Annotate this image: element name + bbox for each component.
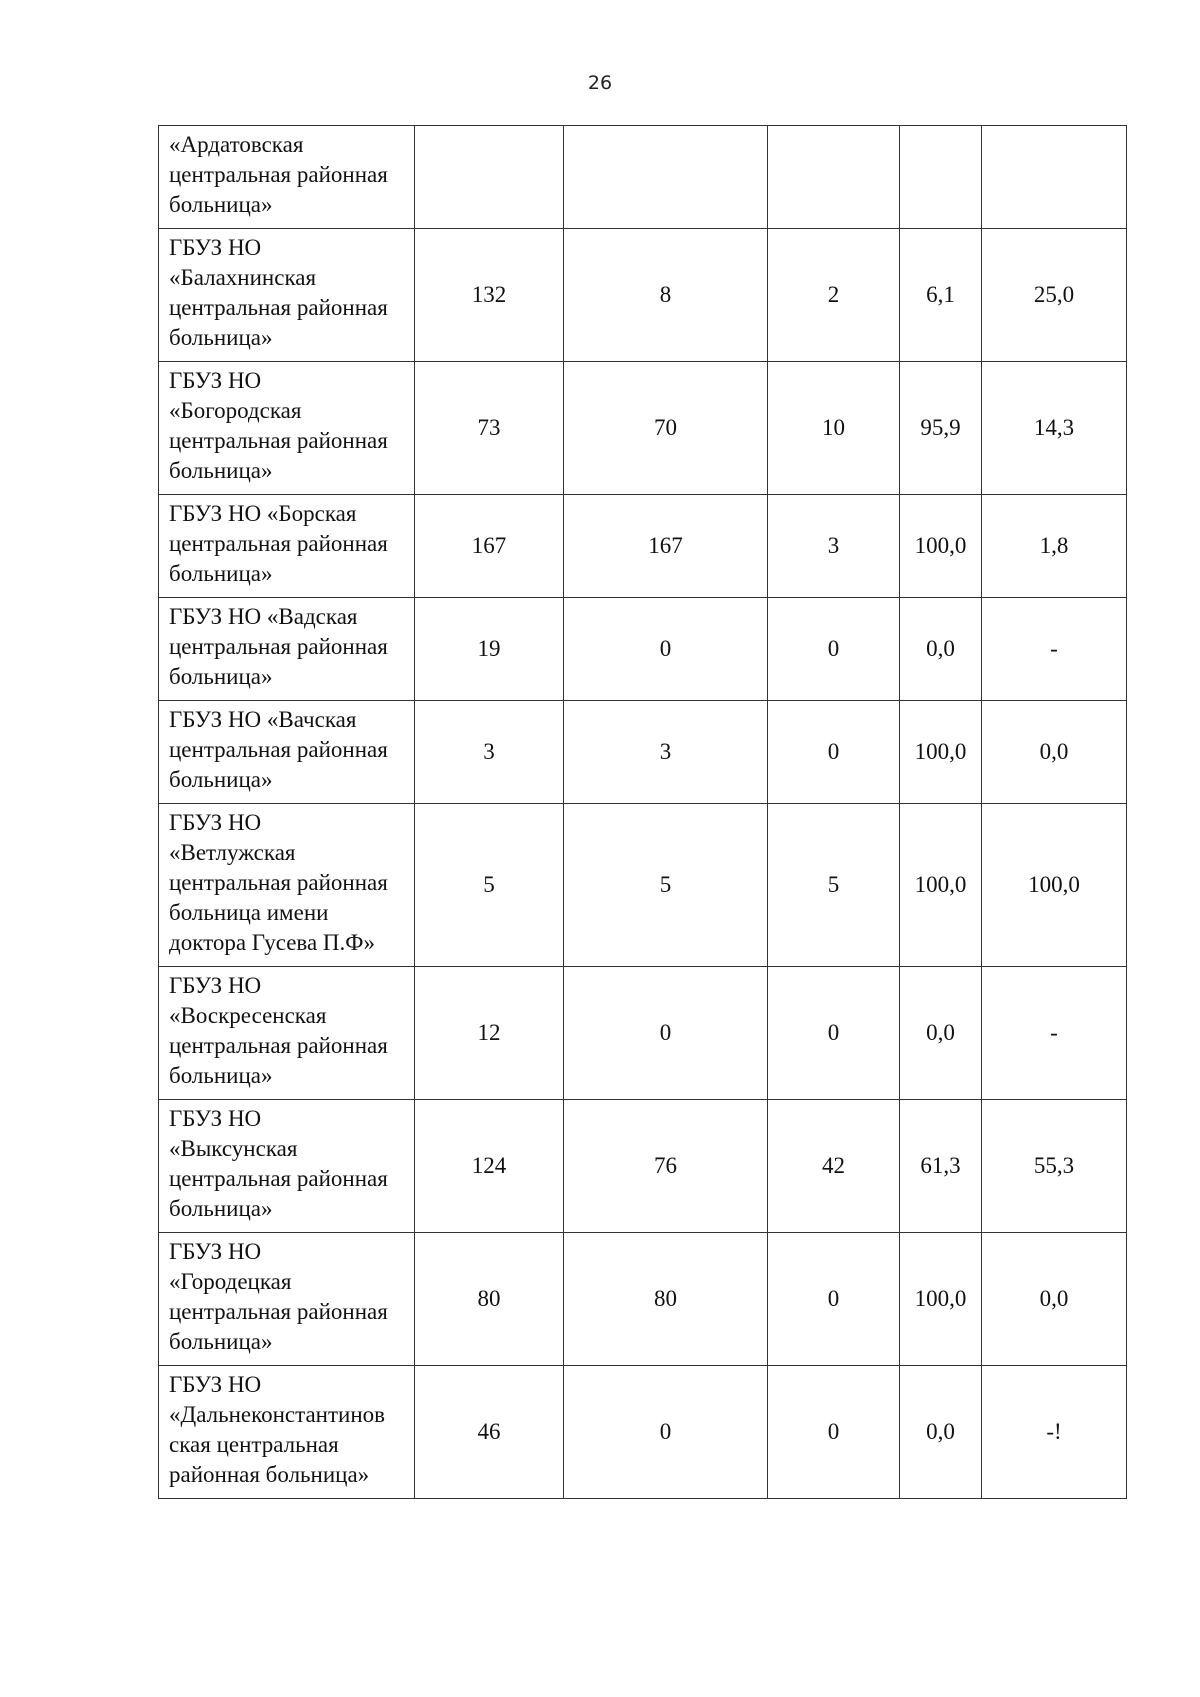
value-cell-col-4: 0 xyxy=(768,967,900,1100)
page-number: 26 xyxy=(587,72,613,94)
hospital-name-cell: ГБУЗ НО «Дальнеконстантинов ская центральная районная больница» xyxy=(159,1366,415,1499)
value-cell-col-4: 10 xyxy=(768,362,900,495)
value-cell-col-2: 46 xyxy=(415,1366,564,1499)
value-cell-col-6: 25,0 xyxy=(982,229,1127,362)
value-cell-col-2: 3 xyxy=(415,701,564,804)
table-row xyxy=(159,1100,1127,1233)
value-cell-col-5: 6,1 xyxy=(900,229,982,362)
value-cell-col-2: 12 xyxy=(415,967,564,1100)
value-cell-col-3: 0 xyxy=(564,1366,768,1499)
value-cell-col-4: 0 xyxy=(768,1233,900,1366)
value-cell-col-2: 124 xyxy=(415,1100,564,1233)
hospital-name-cell: ГБУЗ НО «Ветлужская центральная районная больница имени доктора Гусева П.Ф» xyxy=(159,804,415,967)
table-row xyxy=(159,229,1127,362)
table-row xyxy=(159,804,1127,967)
table-row xyxy=(159,126,1127,229)
value-cell-col-3: 8 xyxy=(564,229,768,362)
hospital-name-cell: ГБУЗ НО «Вачская центральная районная больница» xyxy=(159,701,415,804)
hospital-name-cell: ГБУЗ НО «Воскресенская центральная районная больница» xyxy=(159,967,415,1100)
hospital-name-cell: ГБУЗ НО «Городецкая центральная районная больница» xyxy=(159,1233,415,1366)
value-cell-col-4: 3 xyxy=(768,495,900,598)
value-cell-col-5: 95,9 xyxy=(900,362,982,495)
value-cell-col-5: 100,0 xyxy=(900,701,982,804)
value-cell-col-4: 0 xyxy=(768,1366,900,1499)
table-row xyxy=(159,495,1127,598)
value-cell-col-3: 167 xyxy=(564,495,768,598)
value-cell-col-6: 1,8 xyxy=(982,495,1127,598)
value-cell-col-6 xyxy=(982,126,1127,229)
hospital-name-cell: ГБУЗ НО «Вадская центральная районная больница» xyxy=(159,598,415,701)
table-row xyxy=(159,362,1127,495)
table-body xyxy=(159,126,1127,1499)
hospital-name-cell: ГБУЗ НО «Выксунская центральная районная больница» xyxy=(159,1100,415,1233)
value-cell-col-3: 0 xyxy=(564,598,768,701)
value-cell-col-4: 42 xyxy=(768,1100,900,1233)
value-cell-col-3: 0 xyxy=(564,967,768,1100)
value-cell-col-2: 19 xyxy=(415,598,564,701)
value-cell-col-5: 0,0 xyxy=(900,1366,982,1499)
value-cell-col-6: 100,0 xyxy=(982,804,1127,967)
value-cell-col-4: 0 xyxy=(768,598,900,701)
value-cell-col-6: 0,0 xyxy=(982,701,1127,804)
value-cell-col-6: - xyxy=(982,598,1127,701)
value-cell-col-6: 55,3 xyxy=(982,1100,1127,1233)
value-cell-col-6: 14,3 xyxy=(982,362,1127,495)
value-cell-col-3 xyxy=(564,126,768,229)
value-cell-col-6: - xyxy=(982,967,1127,1100)
value-cell-col-2: 5 xyxy=(415,804,564,967)
value-cell-col-5: 100,0 xyxy=(900,1233,982,1366)
value-cell-col-3: 80 xyxy=(564,1233,768,1366)
value-cell-col-2: 132 xyxy=(415,229,564,362)
value-cell-col-3: 5 xyxy=(564,804,768,967)
value-cell-col-4 xyxy=(768,126,900,229)
hospital-name-cell: «Ардатовская центральная районная больница» xyxy=(159,126,415,229)
value-cell-col-5: 61,3 xyxy=(900,1100,982,1233)
value-cell-col-4: 2 xyxy=(768,229,900,362)
value-cell-col-4: 5 xyxy=(768,804,900,967)
hospital-name-cell: ГБУЗ НО «Балахнинская центральная районная больница» xyxy=(159,229,415,362)
hospital-statistics-table xyxy=(158,125,1127,1499)
value-cell-col-5: 0,0 xyxy=(900,967,982,1100)
value-cell-col-2: 167 xyxy=(415,495,564,598)
value-cell-col-5 xyxy=(900,126,982,229)
value-cell-col-3: 76 xyxy=(564,1100,768,1233)
value-cell-col-3: 70 xyxy=(564,362,768,495)
value-cell-col-6: -! xyxy=(982,1366,1127,1499)
value-cell-col-4: 0 xyxy=(768,701,900,804)
table-row xyxy=(159,701,1127,804)
hospital-name-cell: ГБУЗ НО «Борская центральная районная больница» xyxy=(159,495,415,598)
table-row xyxy=(159,1366,1127,1499)
value-cell-col-3: 3 xyxy=(564,701,768,804)
value-cell-col-2 xyxy=(415,126,564,229)
value-cell-col-2: 80 xyxy=(415,1233,564,1366)
hospital-name-cell: ГБУЗ НО «Богородская центральная районная больница» xyxy=(159,362,415,495)
value-cell-col-2: 73 xyxy=(415,362,564,495)
table-row xyxy=(159,1233,1127,1366)
table-row xyxy=(159,598,1127,701)
value-cell-col-5: 100,0 xyxy=(900,804,982,967)
value-cell-col-6: 0,0 xyxy=(982,1233,1127,1366)
value-cell-col-5: 0,0 xyxy=(900,598,982,701)
value-cell-col-5: 100,0 xyxy=(900,495,982,598)
table-row xyxy=(159,967,1127,1100)
